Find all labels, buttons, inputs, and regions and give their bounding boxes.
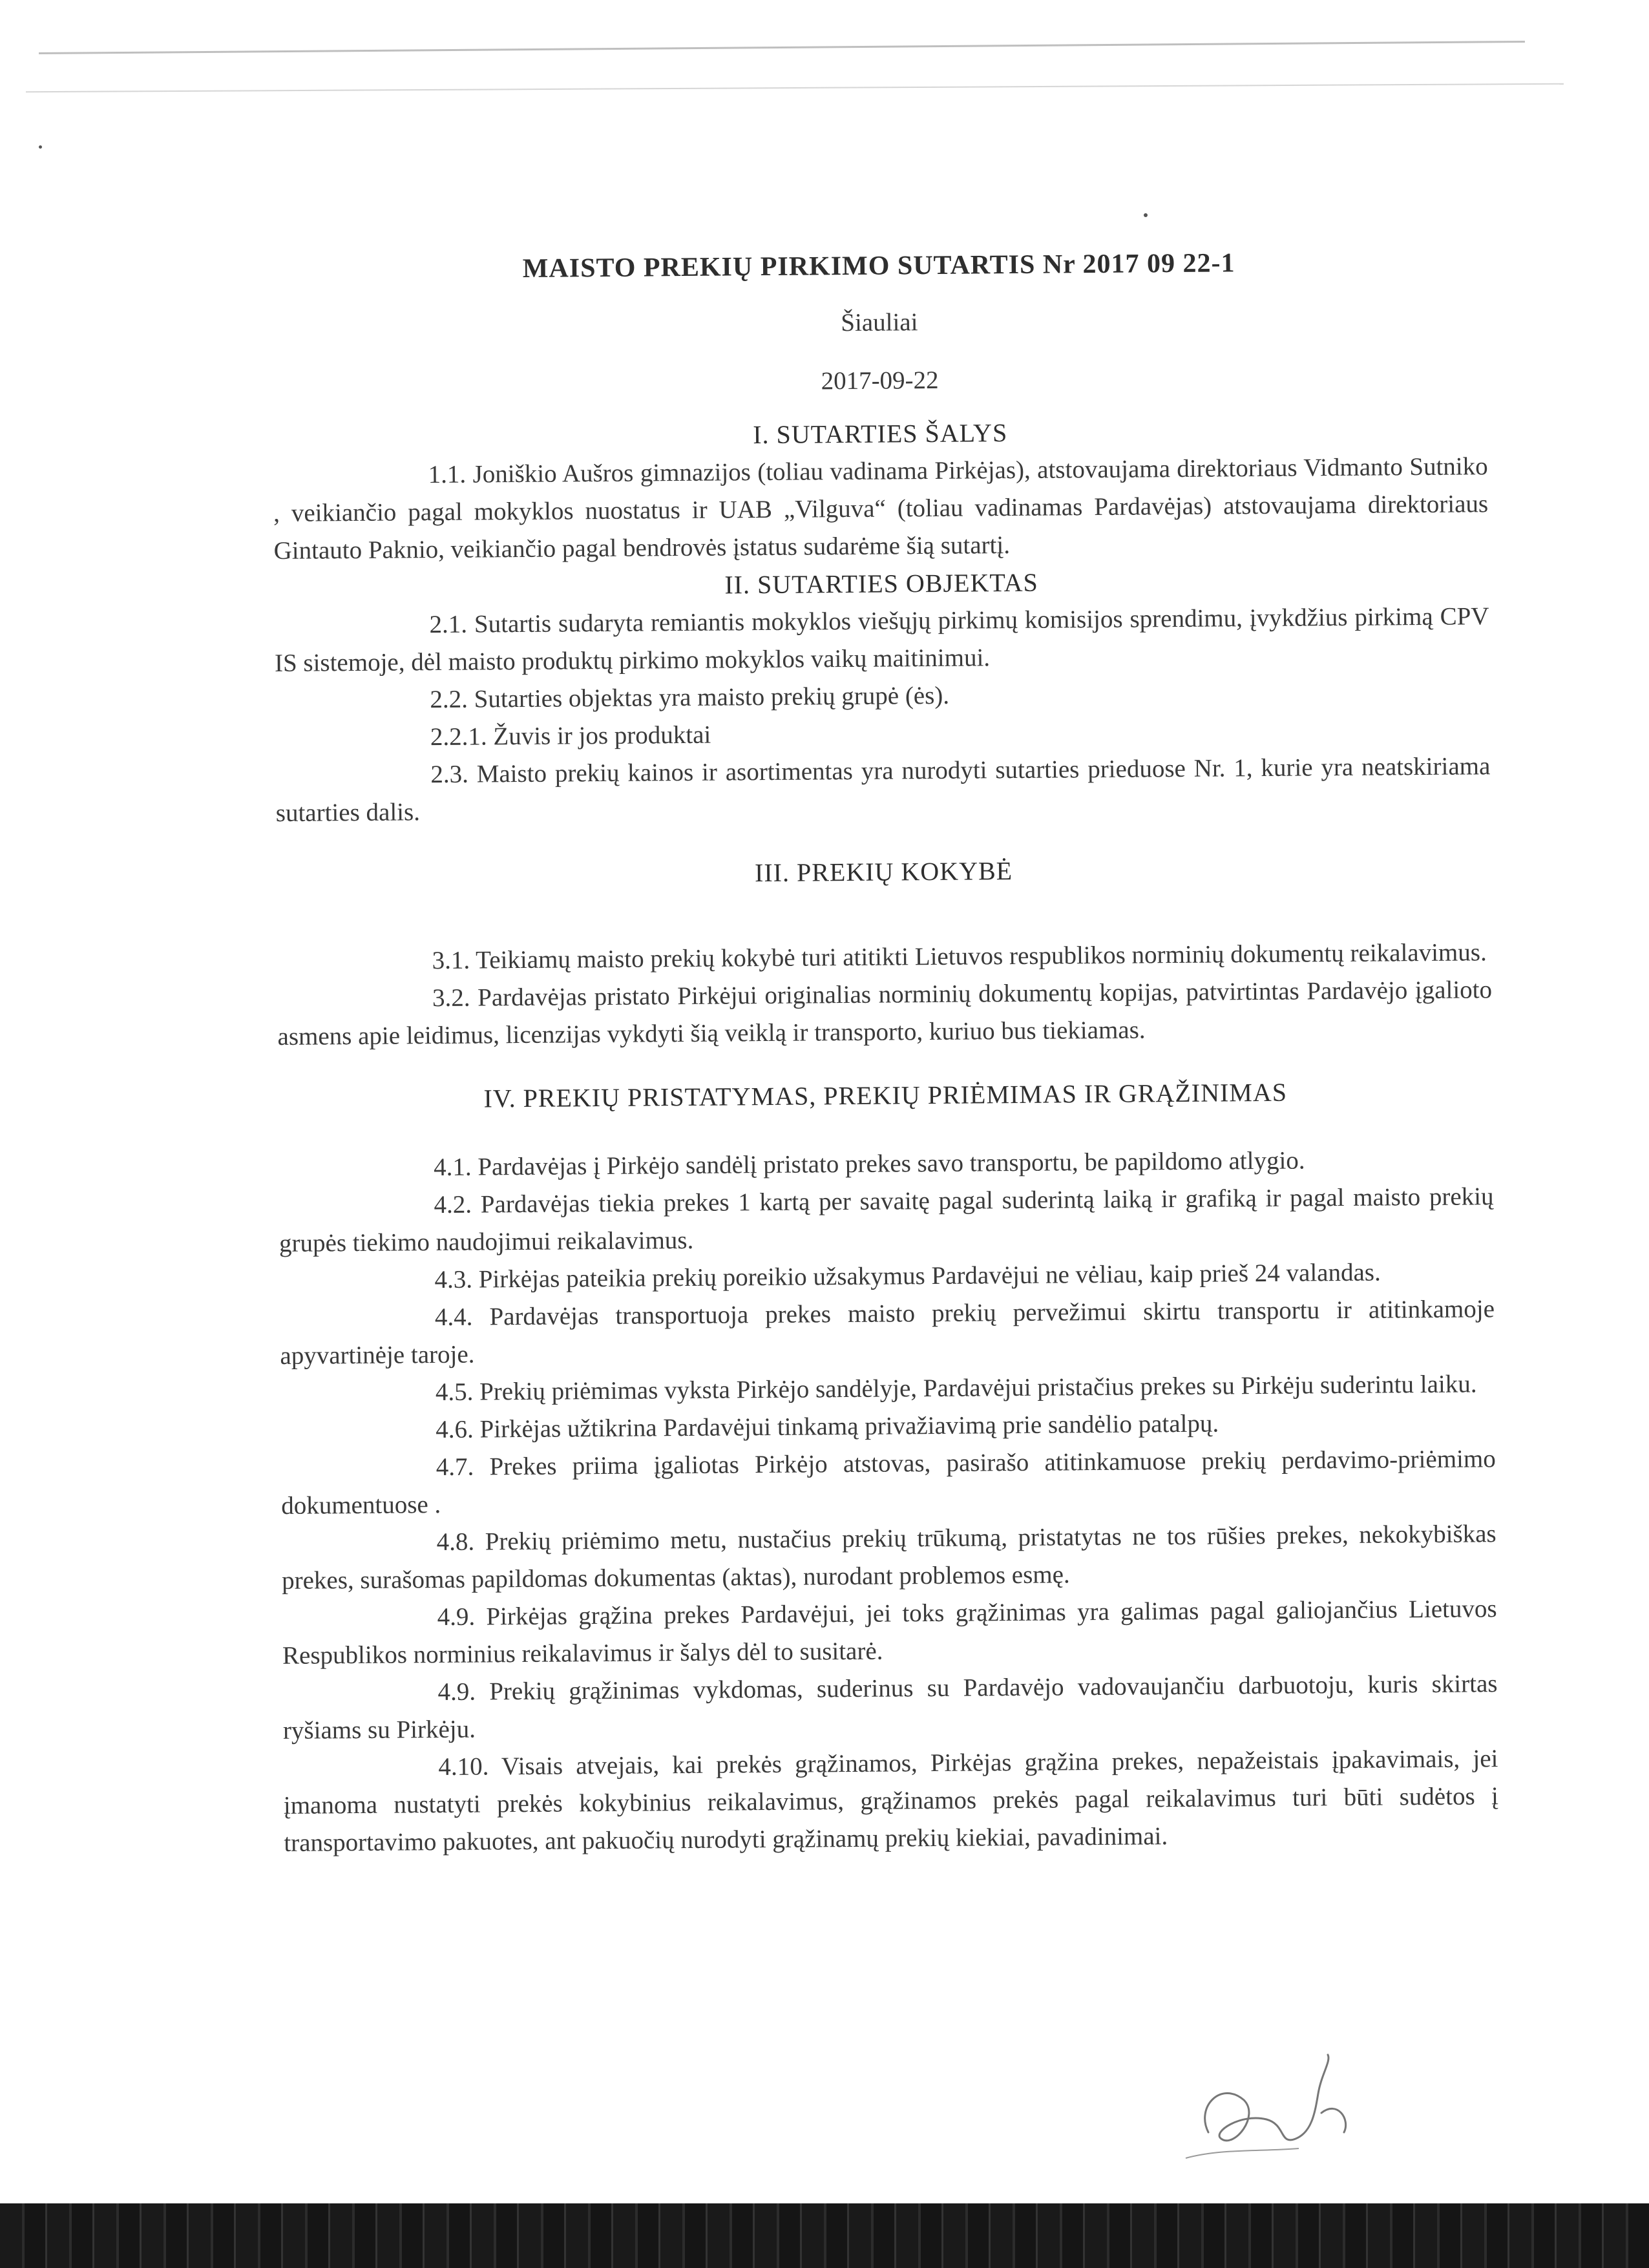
clause-4-10: 4.10. Visais atvejais, kai prekės grąžinamos, Pirkėjas grąžina prekes, nepažeistais įpakavimais, jei įmanoma nustatyti prekės kokybinius reikalavimus, grąžinamos prekės pagal reikalavimus turi būti sudėtos į transportavimo pakuotes, ant pakuočių nurodyti grąžinamų prekių kiekiai, pavadinimai. <box>283 1745 1498 1857</box>
clause-2-1: 2.1. Sutartis sudaryta remiantis mokyklos viešųjų pirkimų komisijos sprendimu, įvykdžius pirkimą CPV IS sistemoje, dėl maisto produktų pirkimo mokyklos vaikų maitinimui. <box>274 602 1489 677</box>
handwritten-signature <box>1182 2035 1454 2165</box>
clause-4-5: 4.5. Prekių priėmimas vyksta Pirkėjo sandėlyje, Pardavėjui pristačius prekes su Pirkėju suderintu laiku. <box>435 1370 1477 1407</box>
clause-4-4: 4.4. Pardavėjas transportuoja prekes maisto prekių pervežimui skirtu transportu ir atitinkamoje apyvartinėje taroje. <box>280 1295 1495 1370</box>
scanner-edge-bar <box>0 2203 1649 2268</box>
clause-3-2: 3.2. Pardavėjas pristato Pirkėjui originalias norminių dokumentų kopijas, patvirtintas Pardavėjo įgalioto asmens apie leidimus, licenzijas vykdyti šią veiklą ir transporto, kuriuo bus tiekiamas. <box>277 976 1493 1051</box>
clause-4-3: 4.3. Pirkėjas pateikia prekių poreikio užsakymus Pardavėjui ne vėliau, kaip prieš 24 valandas. <box>434 1258 1381 1294</box>
scan-edge-line <box>39 41 1525 54</box>
section-heading: IV. PREKIŲ PRISTATYMAS, PREKIŲ PRIĖMIMAS IR GRĄŽINIMAS <box>483 1077 1288 1113</box>
clause-2-2: 2.2. Sutarties objektas yra maisto prekių grupė (ės). <box>430 681 950 714</box>
document-title: MAISTO PREKIŲ PIRKIMO SUTARTIS Nr 2017 09 22-1 <box>522 248 1235 284</box>
clause-4-1: 4.1. Pardavėjas į Pirkėjo sandėlį pristato prekes savo transportu, be papildomo atlygio. <box>433 1146 1305 1182</box>
scan-speck <box>1144 213 1148 217</box>
clause-4-2: 4.2. Pardavėjas tiekia prekes 1 kartą per savaitę pagal suderintą laiką ir grafiką ir pagal maisto prekių grupės tiekimo naudojimui reikalavimus. <box>278 1182 1494 1257</box>
clause-2-3: 2.3. Maisto prekių kainos ir asortimentas yra nurodyti sutarties prieduose Nr. 1, kurie yra neatskiriama sutarties dalis. <box>275 752 1491 827</box>
clause-3-1: 3.1. Teikiamų maisto prekių kokybė turi atitikti Lietuvos respublikos norminių dokumentų reikalavimus. <box>432 938 1487 975</box>
document-place: Šiauliai <box>841 308 918 337</box>
section-heading: II. SUTARTIES OBJEKTAS <box>724 567 1038 600</box>
clause-4-8: 4.8. Prekių priėmimo metu, nustačius prekių trūkumą, pristatytas ne tos rūšies prekes, nekokybiškas prekes, surašomas papildomas dokumentas (aktas), nurodant problemos esmę. <box>281 1520 1497 1595</box>
clause-4-9-b: 4.9. Prekių grąžinimas vykdomas, suderinus su Pardavėjo vadovaujančiu darbuotoju, kuris skirtas ryšiams su Pirkėju. <box>282 1670 1498 1745</box>
clause-1-1: 1.1. Joniškio Aušros gimnazijos (toliau vadinama Pirkėjas), atstovaujama direktoriaus Vidmanto Sutniko , veikiančio pagal mokyklos nuostatus ir UAB „Vilguva“ (toliau vadinamas Pardavėjas) atstovaujama direktoriaus Gintauto Paknio, veikiančio pagal bendrovės įstatus sudarėme šią sutartį. <box>273 452 1489 565</box>
scan-edge-line <box>26 83 1564 92</box>
clause-4-6: 4.6. Pirkėjas užtikrina Pardavėjui tinkamą privažiavimą prie sandėlio patalpų. <box>436 1409 1219 1444</box>
section-heading: I. SUTARTIES ŠALYS <box>753 418 1008 450</box>
clause-4-9-a: 4.9. Pirkėjas grąžina prekes Pardavėjui, jei toks grąžinimas yra galimas pagal galiojančius Lietuvos Respublikos norminius reikalavimus ir šalys dėl to susitarė. <box>282 1595 1497 1670</box>
contract-document <box>271 242 1499 1862</box>
clause-4-7: 4.7. Prekes priima įgaliotas Pirkėjo atstovas, pasirašo atitinkamuose prekių perdavimo-priėmimo dokumentuose . <box>281 1445 1496 1520</box>
section-heading: III. PREKIŲ KOKYBĖ <box>754 856 1013 888</box>
document-date: 2017-09-22 <box>821 366 939 395</box>
scan-speck <box>39 145 42 149</box>
clause-2-2-1: 2.2.1. Žuvis ir jos produktai <box>430 720 711 751</box>
